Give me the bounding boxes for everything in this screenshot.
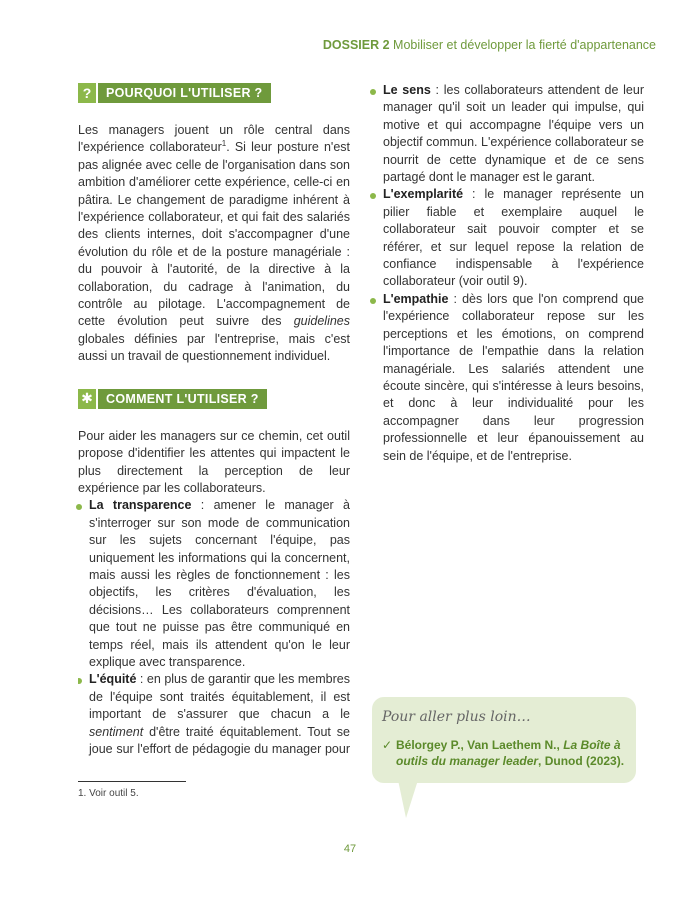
bullet-icon	[76, 504, 82, 510]
left-column	[78, 82, 350, 757]
footnote-ref: 1	[221, 139, 227, 149]
list-item-transparence: La transparence : amener le manager à s'interroger sur son mode de communication sur les sujets concernant l'équipe, pas uniquement les informations qui la concernent, mais aussi les règles de fonctionnement : les objectifs, les critères d'évaluation, les décisions… Les collaborateurs comprennent que tout ne puisse pas être communiqué en temps réel, mais ils attendent qu'on le leur explique avec transparence.	[78, 497, 350, 671]
how-intro: Pour aider les managers sur ce chemin, cet outil propose d'identifier les attentes qui impactent le plus directement la perception de leur expérience par les collaborateurs.	[78, 428, 350, 495]
running-header	[323, 38, 656, 52]
why-paragraph: Les managers jouent un rôle central dans l'expérience collaborateur$^1$. Si leur posture n'est pas alignée avec celle de l'organisation dans son ambition d'améliorer cette expérience, celle-ci en pâtira. Le changement de paradigme inhérent à l'expérience collaborateur, et qui fait des salariés des clients internes, doit s'accompagner d'une évolution du rôle et de la posture managériale : du pouvoir à l'autorité, de la directive à la collaboration, du cadrage à l'animation, du contrôle au pilotage. L'accompagnement de cette évolution peut suivre des guidelines globales définies par l'entreprise, mais c'est aussi un travail de questionnement individuel.	[78, 123, 350, 364]
page-number: 47	[343, 843, 357, 855]
question-mark-icon: ?	[78, 83, 96, 103]
expectations-list-left	[78, 497, 350, 757]
list-item-exemplarite: L'exemplarité : le manager représente un pilier fiable et exemplaire auquel le collaborateur sait pouvoir compter et se référer, et sur lequel repose la relation de confiance indispensable à l'expérience collaborateur (voir outil 9).	[372, 186, 644, 290]
footnote: 1. Voir outil 5.	[78, 788, 139, 799]
further-reading-callout	[372, 697, 636, 783]
bullet-icon	[370, 89, 376, 95]
list-item-equite: L'équité : en plus de garantir que les membres de l'équipe sont traités équitablement, il est important de s'assurer que chacun a le sentiment d'être traité équitablement. Tout se joue sur l'effort de pédagogie du manager pour	[78, 671, 350, 757]
list-item-sens: Le sens : les collaborateurs attendent de leur manager qu'il soit un leader qui impulse, qui motive et qui accompagne l'équipe vers un objectif commun. L'expérience collaborateur se nourrit de cette dynamique et de ce sens partagé dont le manager est le garant.	[372, 82, 644, 186]
book-reference: ✓ Bélorgey P., Van Laethem N., La Boîte à outils du manager leader, Dunod (2023).	[382, 738, 625, 768]
dossier-label: DOSSIER 2	[322, 38, 390, 52]
check-icon: ✓	[382, 738, 393, 752]
bullet-icon	[370, 193, 376, 199]
footnote-divider	[78, 781, 186, 782]
list-item-empathie: L'empathie : dès lors que l'on comprend que l'expérience collaborateur repose sur les perceptions et les émotions, on comprend l'importance de l'empathie dans la relation managériale. Les salariés attendent une écoute sincère, qui s'intéresse à leurs besoins, et donc à leur individualité pour les accompagner dans leur progression professionnelle et leur épanouissement au sein de l'équipe, et de l'entreprise.	[372, 291, 644, 465]
section-tag-why	[78, 82, 350, 104]
section-title-how: COMMENT L'UTILISER ?	[98, 389, 267, 409]
expectations-list-right	[372, 82, 644, 465]
bullet-icon	[370, 298, 376, 304]
gear-icon: ✱	[78, 389, 96, 409]
right-column	[372, 82, 644, 465]
dossier-subtitle: Mobiliser et développer la fierté d'appartenance	[393, 38, 656, 52]
section-title-why: POURQUOI L'UTILISER ?	[98, 83, 271, 103]
callout-tail	[398, 780, 418, 818]
bullet-icon	[78, 678, 82, 684]
callout-title: Pour aller plus loin…	[382, 709, 531, 725]
section-tag-how	[78, 388, 350, 410]
